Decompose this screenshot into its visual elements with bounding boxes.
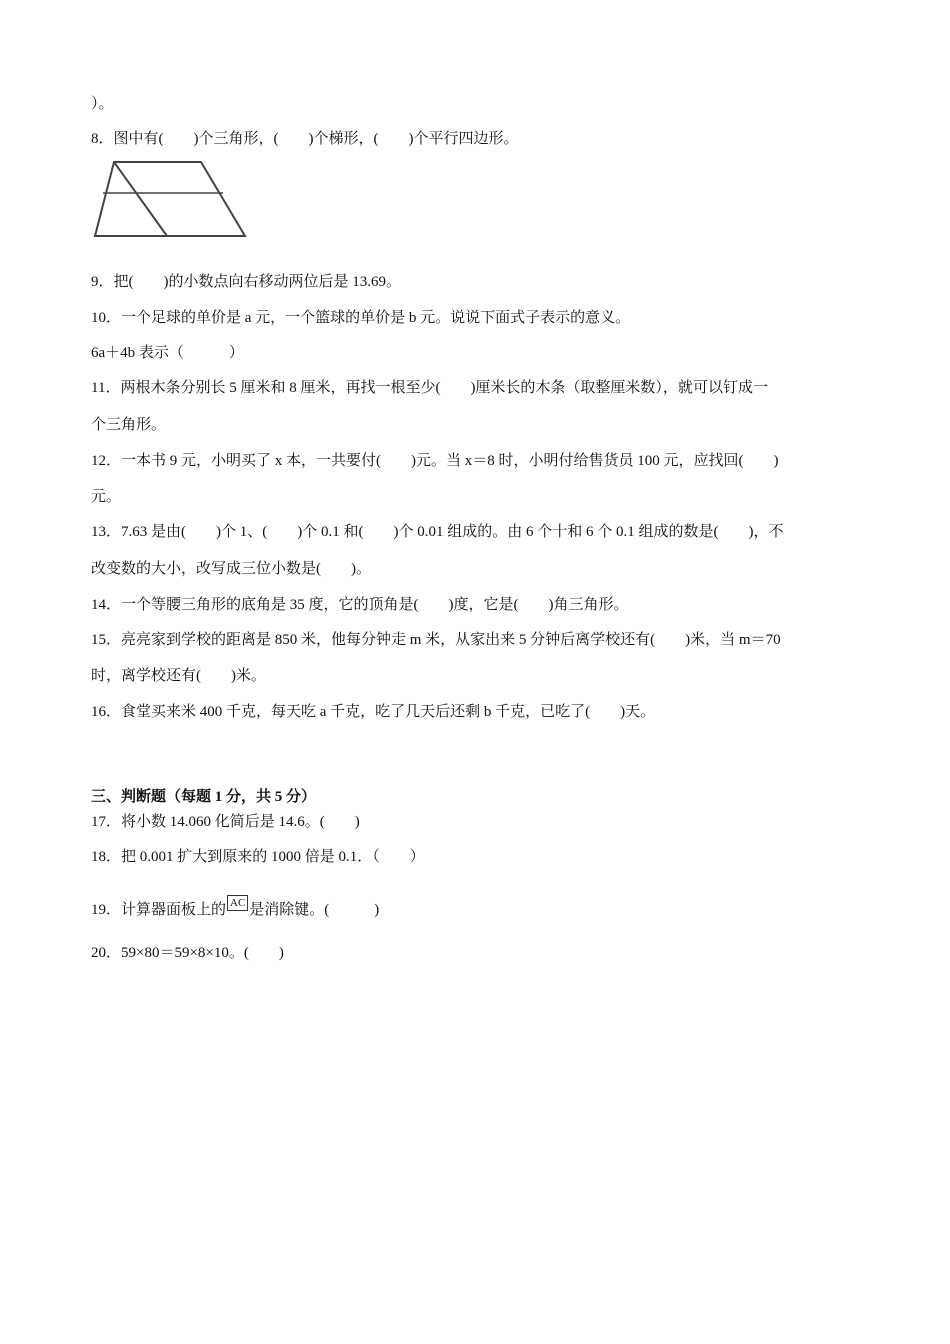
question-10-expression: 6a＋4b 表示（ ）: [91, 345, 244, 361]
trapezoid-figure: [91, 158, 251, 240]
question-18: 18．把 0.001 扩大到原来的 1000 倍是 0.1．（ ）: [91, 849, 425, 865]
question-11-line2: 个三角形。: [91, 417, 167, 433]
question-19-suffix: 是消除键。( ): [249, 902, 380, 918]
question-10: 10．一个足球的单价是 a 元，一个篮球的单价是 b 元。说说下面式子表示的意义。: [91, 310, 631, 326]
question-17: 17．将小数 14.060 化简后是 14.6。( ): [91, 814, 360, 830]
question-12-line2: 元。: [91, 489, 122, 505]
question-8: 8．图中有( )个三角形，( )个梯形，( )个平行四边形。: [91, 131, 519, 147]
question-12-line1: 12．一本书 9 元，小明买了 x 本，一共要付( )元。当 x＝8 时，小明付给售货员 100 元，应找回( ): [91, 453, 779, 469]
question-19-prefix: 19．计算器面板上的: [91, 902, 227, 918]
question-14: 14．一个等腰三角形的底角是 35 度，它的顶角是( )度，它是( )角三角形。: [91, 597, 629, 613]
question-19: [91, 895, 379, 920]
question-9: 9．把( )的小数点向右移动两位后是 13.69。: [91, 274, 401, 290]
question-15-line2: 时，离学校还有( )米。: [91, 668, 266, 684]
question-15-line1: 15．亮亮家到学校的距离是 850 米，他每分钟走 m 米，从家出来 5 分钟后离学校还有( )米，当 m＝70: [91, 632, 781, 648]
question-13-line1: 13．7.63 是由( )个 1、( )个 0.1 和( )个 0.01 组成的。由 6 个十和 6 个 0.1 组成的数是( )，不: [91, 524, 784, 540]
question-13-line2: 改变数的大小，改写成三位小数是( )。: [91, 561, 371, 577]
question-11-line1: 11．两根木条分别长 5 厘米和 8 厘米，再找一根至少( )厘米长的木条（取整厘米数），就可以钉成一: [91, 380, 768, 396]
section-heading-judgement: 三、判断题（每题 1 分，共 5 分）: [91, 789, 317, 805]
ac-key-icon: AC: [227, 895, 248, 911]
question-16: 16．食堂买来米 400 千克，每天吃 a 千克，吃了几天后还剩 b 千克，已吃了( )天。: [91, 704, 656, 720]
continuation-text: ）。: [91, 96, 114, 112]
question-20: 20．59×80＝59×8×10。( ): [91, 945, 284, 961]
trapezoid-diagonal: [114, 162, 167, 236]
trapezoid-outline: [95, 162, 245, 236]
